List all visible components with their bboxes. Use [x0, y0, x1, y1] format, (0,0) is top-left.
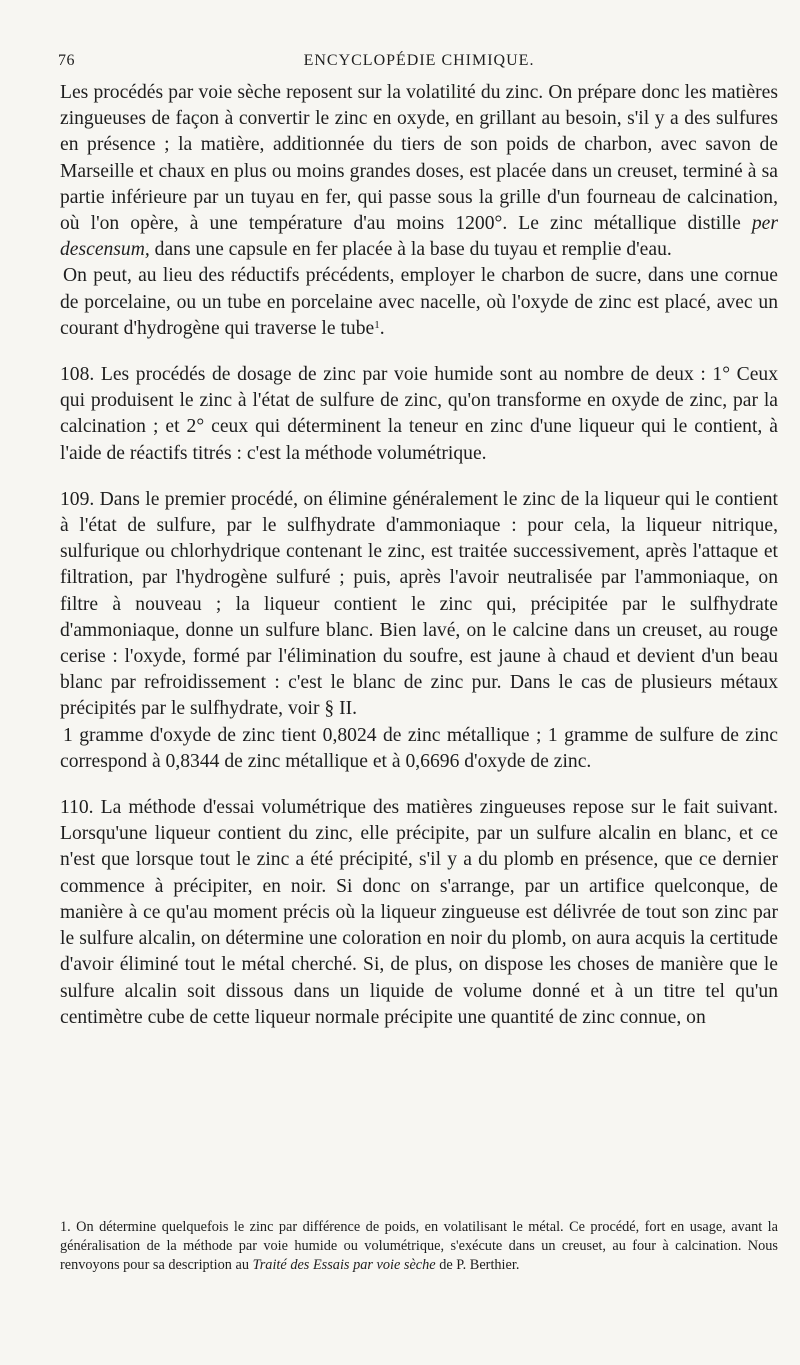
paragraph-alternative-reductants	[60, 263, 778, 342]
latin-term: per descensum,	[60, 213, 778, 261]
section-109-conversion-factors: 1 gramme d'oxyde de zinc tient 0,8024 de zinc métallique ; 1 gramme de sulfure de zinc correspond à 0,8344 de zinc métallique et à 0,6696 d'oxyde de zinc.	[60, 724, 778, 772]
section-109: 109. Dans le premier procédé, on élimine généralement le zinc de la liqueur qui le contient à l'état de sulfure, par le sulfhydrate d'ammoniaque : pour cela, la liqueur nitrique, sulfurique ou chlorhydrique contenant le zinc, est traitée successivement, après l'attaque et filtration, par l'hydrogène sulfuré ; puis, après l'avoir neutralisée par l'ammoniaque, on filtre à nouveau ; la liqueur contient le zinc qui, précipitée par le sulfhydrate d'ammoniaque, donne un sulfure blanc. Bien lavé, on le calcine dans un creuset, au rouge cerise : l'oxyde, formé par l'élimination du soufre, est jaune à chaud et devient d'un beau blanc par refroidissement : c'est le blanc de zinc pur. Dans le cas de plusieurs métaux précipités par le sulfhydrate, voir § II.	[60, 488, 778, 720]
paragraph-text: .	[379, 317, 385, 339]
paragraph-dry-process	[60, 80, 778, 263]
running-header	[60, 52, 778, 80]
running-title: ENCYCLOPÉDIE CHIMIQUE.	[303, 52, 535, 69]
main-text	[60, 80, 778, 1031]
footnote-reference: 1	[374, 318, 380, 331]
page-number: 76	[58, 52, 75, 69]
paragraph-text: Les procédés par voie sèche reposent sur la volatilité du zinc. On prépare donc les matières zingueuses de façon à convertir le zinc en oxyde, en grillant au besoin, s'il y a des sulfures en présence ; la matière, additionnée du tiers de son poids de charbon, avec savon de Marseille et chaux en plus ou moins grandes doses, est placée dans un creuset, terminé à sa partie inférieure par un tuyau en fer, qui passe sous la grille d'un fourneau de calcination, où l'on opère, à une température d'au moins 1200°. Le zinc métallique distille	[60, 82, 778, 235]
cited-work-title: Traité des Essais par voie sèche	[252, 1257, 436, 1273]
section-110: 110. La méthode d'essai volumétrique des matières zingueuses repose sur le fait suivant. Lorsqu'une liqueur contient du zinc, elle précipite, par un sulfure alcalin en blanc, et ce n'est que lorsque tout le zinc a été précipité, s'il y a du plomb en présence, que ce dernier commence à précipiter, en noir. Si donc on s'arrange, par un artifice quelconque, de manière à ce qu'au moment précis où la liqueur zingueuse est délivrée de tout son zinc par le sulfure alcalin, on détermine une coloration en noir du plomb, on aura acquis la certitude d'avoir éliminé tout le métal cherché. Si, de plus, on dispose les choses de manière que le sulfure alcalin soit dissous dans un liquide de volume donné et à un titre tel qu'un centimètre cube de cette liqueur normale précipite une quantité de zinc connue, on	[60, 797, 778, 1028]
paragraph-text: On peut, au lieu des réductifs précédents, employer le charbon de sucre, dans une cornue de porcelaine, ou un tube en porcelaine avec nacelle, où l'oxyde de zinc est placé, avec un courant d'hydrogène qui traverse le tube	[60, 265, 778, 339]
footnote	[60, 1218, 778, 1275]
footnote-number: 1.	[60, 1219, 71, 1235]
paragraph-text: dans une capsule en fer placée à la base du tuyau et remplie d'eau.	[149, 239, 672, 261]
section-108: 108. Les procédés de dosage de zinc par voie humide sont au nombre de deux : 1° Ceux qui produisent le zinc à l'état de sulfure de zinc, qu'on transforme en oxyde de zinc, par la calcination ; et 2° ceux qui déterminent la teneur en zinc d'une liqueur qui le contient, à l'aide de réactifs titrés : c'est la méthode volumétrique.	[60, 364, 778, 464]
page	[60, 52, 778, 1031]
footnote-text-end: de P. Berthier.	[435, 1257, 520, 1273]
footnote-text: On détermine quelquefois le zinc par différence de poids, en volatilisant le métal. Ce procédé, fort en usage, avant la généralisation de la méthode par voie humide ou volumétrique, s'exécute dans un creuset, au four à calcination. Nous renvoyons pour sa description au	[60, 1219, 778, 1273]
